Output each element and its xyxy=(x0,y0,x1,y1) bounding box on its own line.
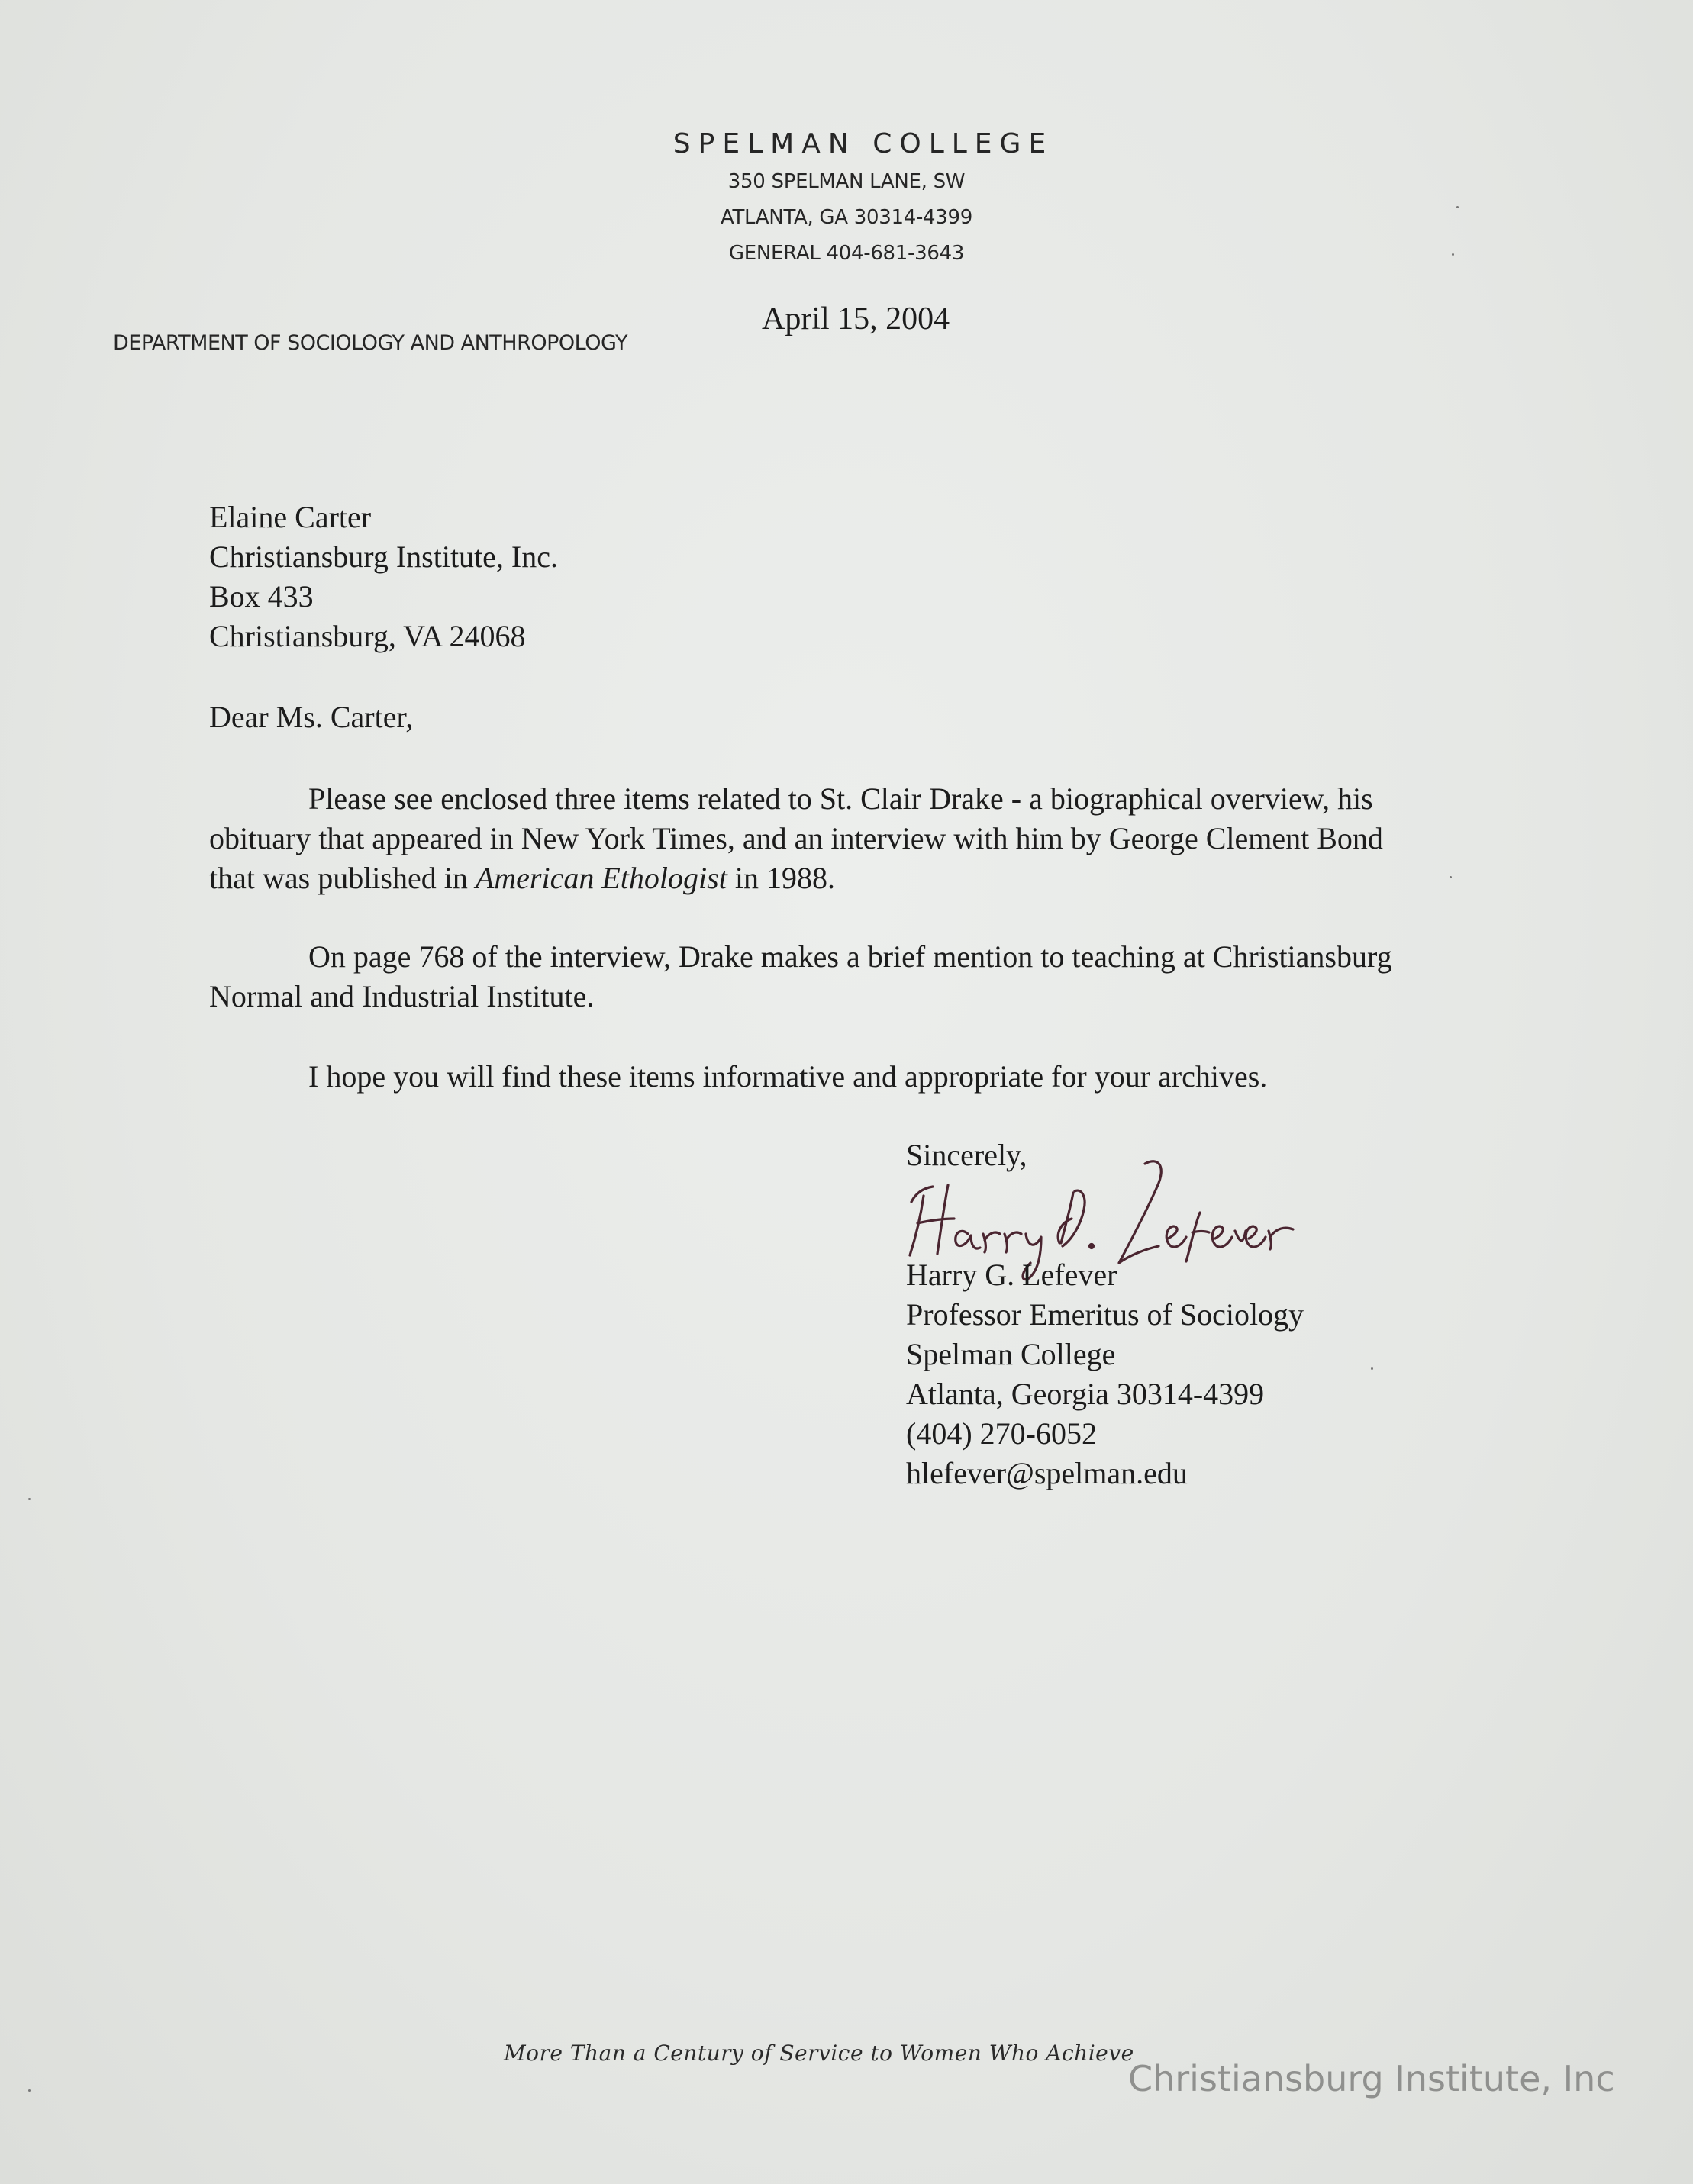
journal-title: American Ethologist xyxy=(475,861,727,895)
complimentary-close: Sincerely, xyxy=(906,1138,1027,1172)
recipient-organization: Christiansburg Institute, Inc. xyxy=(209,540,558,574)
salutation: Dear Ms. Carter, xyxy=(209,700,414,734)
archive-watermark: Christiansburg Institute, Inc xyxy=(1128,2058,1615,2099)
letterhead-phone: GENERAL 404-681-3643 xyxy=(728,242,965,265)
paragraph-enclosures xyxy=(209,779,1383,898)
paragraph-line: On page 768 of the interview, Drake makes a brief mention to teaching at Christiansburg xyxy=(308,939,1392,974)
letter-date: April 15, 2004 xyxy=(762,301,950,337)
recipient-city: Christiansburg, VA 24068 xyxy=(209,619,526,653)
letterhead-address-line1: 350 SPELMAN LANE, SW xyxy=(727,170,966,193)
signer-title: Professor Emeritus of Sociology xyxy=(906,1297,1304,1332)
signer-phone: (404) 270-6052 xyxy=(906,1416,1097,1451)
paragraph-line: Normal and Industrial Institute. xyxy=(209,979,595,1013)
letterhead-address-line2: ATLANTA, GA 30314-4399 xyxy=(720,206,972,229)
paragraph-line: I hope you will find these items informative and appropriate for your archives. xyxy=(308,1059,1268,1094)
signer-name: Harry G. Lefever xyxy=(906,1258,1117,1292)
paper-speck xyxy=(1456,206,1459,208)
signer-email: hlefever@spelman.edu xyxy=(906,1456,1188,1490)
letterhead-college-name: SPELMAN COLLEGE xyxy=(672,128,1054,159)
inside-address xyxy=(209,498,558,656)
paragraph-line: Please see enclosed three items related to St. Clair Drake - a biographical overview, his xyxy=(308,781,1373,816)
recipient-box: Box 433 xyxy=(209,579,314,614)
paper-speck xyxy=(1371,1367,1373,1370)
paragraph-line xyxy=(209,858,1383,898)
text-run: that was published in xyxy=(209,861,476,895)
paragraph-closing xyxy=(209,1057,1267,1097)
paper-speck xyxy=(28,2089,31,2092)
signer-institution: Spelman College xyxy=(906,1337,1116,1371)
recipient-name: Elaine Carter xyxy=(209,500,372,534)
college-motto: More Than a Century of Service to Women Who Achieve xyxy=(504,2041,1134,2066)
paper-speck xyxy=(1452,253,1454,256)
department-name: DEPARTMENT OF SOCIOLOGY AND ANTHROPOLOGY xyxy=(113,331,628,355)
paragraph-line: obituary that appeared in New York Times, and an interview with him by George Clement Bond xyxy=(209,821,1383,855)
text-run: in 1988. xyxy=(727,861,835,895)
paper-speck xyxy=(28,1498,31,1500)
paragraph-interview xyxy=(209,937,1392,1016)
paper-speck xyxy=(1450,876,1452,878)
signer-city: Atlanta, Georgia 30314-4399 xyxy=(906,1377,1265,1411)
signature-block xyxy=(906,1255,1304,1493)
